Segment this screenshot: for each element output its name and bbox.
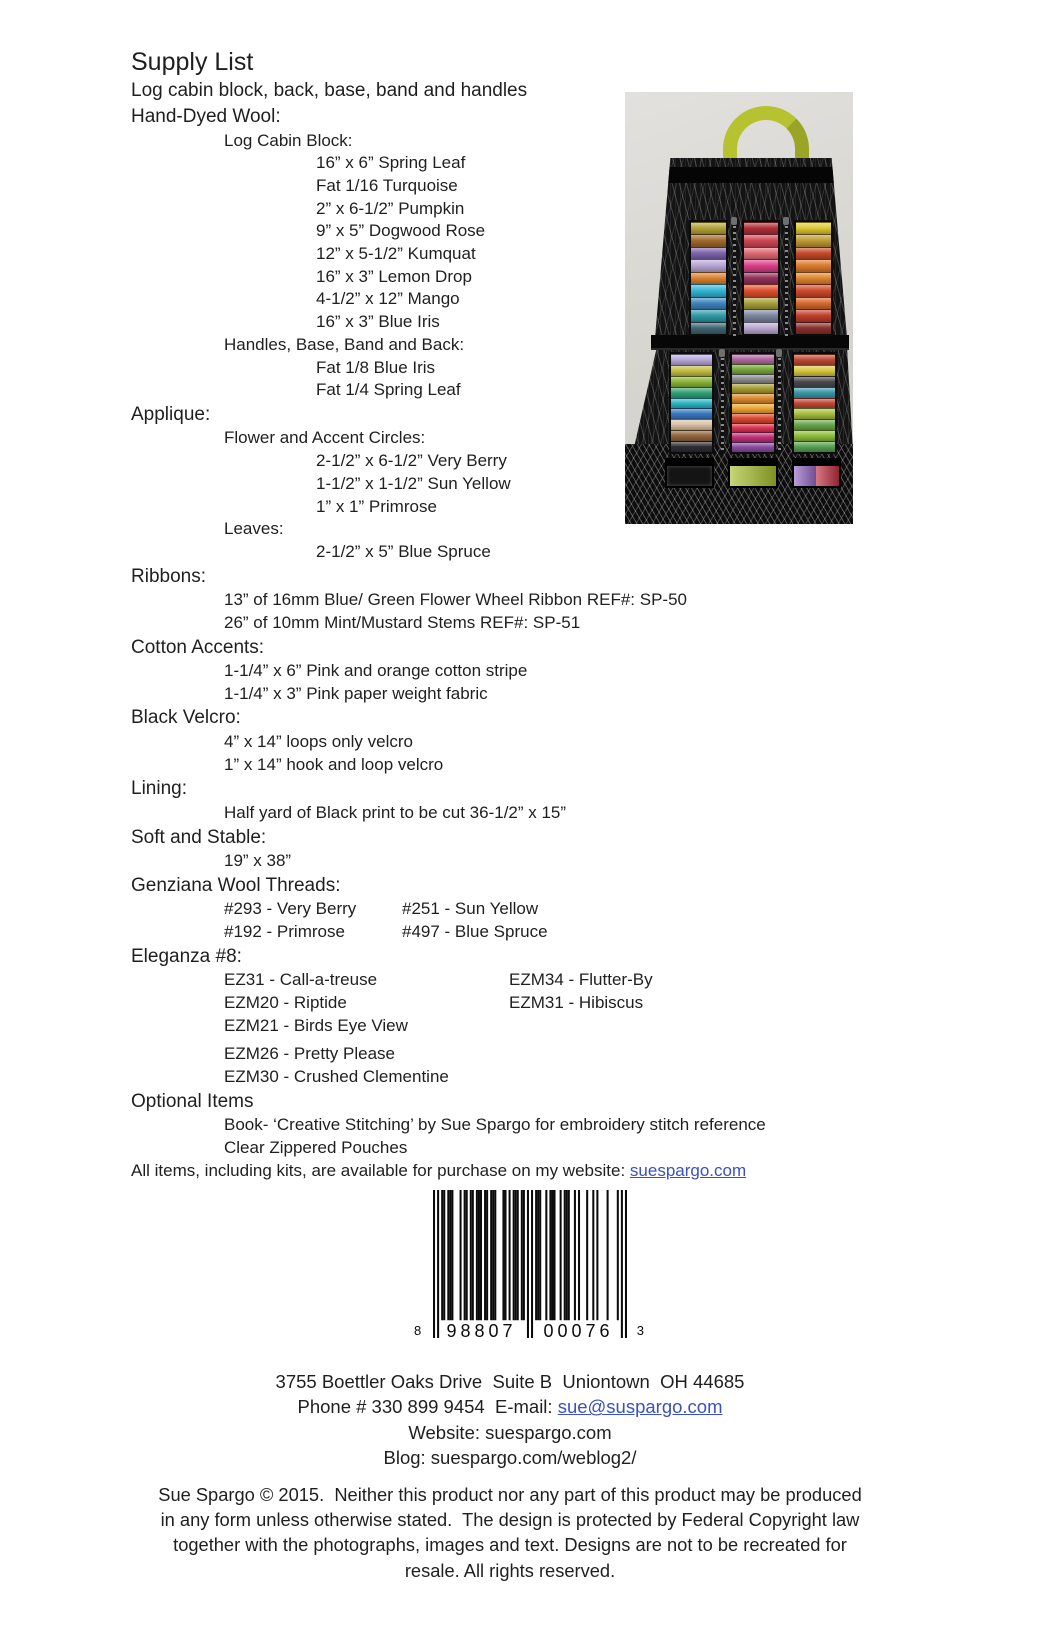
thread-pocket	[689, 220, 728, 336]
thread-spool	[744, 272, 779, 284]
supply-line: Log Cabin Block:	[224, 130, 353, 150]
case-hinge	[651, 335, 849, 350]
thread-spool	[794, 430, 835, 441]
thread-spool	[691, 284, 726, 296]
thread-spool	[796, 284, 831, 296]
phone-text: Phone # 330 899 9454 E-mail:	[297, 1396, 558, 1418]
thread-spool	[671, 354, 712, 365]
thread-spool	[671, 419, 712, 430]
supply-line: Fat 1/16 Turquoise	[316, 175, 458, 195]
velcro-strip	[665, 167, 837, 183]
thread-spool	[691, 222, 726, 234]
thread-spool	[796, 247, 831, 259]
supply-line-col: #192 - Primrose	[224, 921, 345, 941]
thread-spool	[744, 247, 779, 259]
thread-spool	[796, 259, 831, 271]
upc-barcode	[414, 1190, 644, 1341]
thread-spool	[671, 408, 712, 419]
thread-pocket	[792, 352, 837, 454]
thread-spool	[732, 403, 773, 413]
thread-spool	[671, 430, 712, 441]
supply-line-col: #497 - Blue Spruce	[402, 921, 548, 941]
thread-spool	[732, 354, 773, 364]
supply-line: 16” x 6” Spring Leaf	[316, 153, 466, 173]
thread-pocket	[742, 220, 781, 336]
supply-line: Optional Items	[131, 1090, 254, 1112]
small-pockets-row	[665, 458, 841, 488]
supply-line: 4-1/2” x 12” Mango	[316, 289, 460, 309]
website-link[interactable]: suespargo.com	[629, 1160, 747, 1180]
thread-spool	[816, 466, 839, 486]
supply-line: Fat 1/8 Blue Iris	[316, 357, 436, 377]
thread-spool	[794, 466, 817, 486]
supply-line: 9” x 5” Dogwood Rose	[316, 221, 486, 241]
email-link[interactable]: sue@suspargo.com	[557, 1396, 723, 1418]
thread-pocket	[794, 220, 833, 336]
supply-line-col: EZ31 - Call-a-treuse	[224, 970, 378, 990]
thread-spool	[691, 322, 726, 334]
thread-spool	[794, 354, 835, 365]
thread-pocket	[730, 352, 775, 454]
supply-line: EZM26 - Pretty Please	[224, 1044, 396, 1064]
copyright-line: Sue Spargo © 2015. Neither this product nor any part of this product may be produced	[158, 1484, 862, 1505]
thread-spool	[744, 284, 779, 296]
thread-spool	[794, 365, 835, 376]
thread-spool	[671, 441, 712, 452]
small-pocket	[792, 458, 841, 488]
thread-spool	[691, 297, 726, 309]
thread-spool	[794, 441, 835, 452]
supply-line: Handles, Base, Band and Back:	[224, 334, 465, 354]
thread-spool	[732, 374, 773, 384]
thread-spool	[744, 234, 779, 246]
supply-line: Clear Zippered Pouches	[224, 1137, 408, 1157]
copyright-line: in any form unless otherwise stated. The design is protected by Federal Copyright law	[160, 1509, 860, 1531]
supply-line	[224, 921, 831, 944]
thread-spool	[744, 322, 779, 334]
supply-line: Applique:	[131, 403, 211, 425]
zipper	[721, 352, 724, 454]
small-pocket	[665, 458, 714, 488]
copyright-line: resale. All rights reserved.	[404, 1559, 616, 1581]
supply-line: 26” of 10mm Mint/Mustard Stems REF#: SP-51	[224, 612, 581, 632]
supply-line: 1-1/4” x 6” Pink and orange cotton stripe	[224, 661, 528, 681]
supply-line: 2” x 6-1/2” Pumpkin	[316, 198, 465, 218]
thread-spool	[794, 376, 835, 387]
supply-line: 1-1/4” x 3” Pink paper weight fabric	[224, 683, 488, 703]
thread-spool	[732, 383, 773, 393]
address-line: 3755 Boettler Oaks Drive Suite B Uniontown OH 44685	[275, 1371, 745, 1392]
supply-line: 1-1/2” x 1-1/2” Sun Yellow	[316, 473, 511, 493]
supply-line: Lining:	[131, 778, 187, 800]
supply-line	[224, 898, 831, 921]
supply-line: Half yard of Black print to be cut 36-1/2” x 15”	[224, 802, 567, 822]
supply-line: 13” of 16mm Blue/ Green Flower Wheel Ribbon REF#: SP-50	[224, 590, 687, 610]
supply-line: Soft and Stable:	[131, 826, 267, 848]
thread-spool	[671, 387, 712, 398]
supply-line-col: EZM31 - Hibiscus	[509, 992, 644, 1012]
supply-line: 1” x 1” Primrose	[316, 496, 437, 516]
supply-line: Hand-Dyed Wool:	[131, 106, 281, 127]
copyright-line: together with the photographs, images and text. Designs are not to be recreated for	[173, 1534, 847, 1556]
thread-spool	[732, 432, 773, 442]
thread-pockets-top	[689, 220, 833, 336]
supply-line: Book- ‘Creative Stitching’ by Sue Spargo for embroidery stitch reference	[224, 1115, 766, 1135]
supply-list-intro: Log cabin block, back, base, band and handles	[131, 80, 528, 101]
thread-spool	[732, 364, 773, 374]
supply-line-col: EZM34 - Flutter-By	[509, 970, 653, 990]
contact-block	[0, 1369, 1020, 1471]
thread-spool	[796, 272, 831, 284]
zipper	[778, 352, 781, 454]
supply-line: 2-1/2” x 6-1/2” Very Berry	[316, 451, 507, 471]
thread-spool	[691, 272, 726, 284]
supply-line-col: EZM20 - Riptide	[224, 992, 347, 1012]
thread-spool	[744, 259, 779, 271]
zipper	[785, 220, 788, 336]
website-line: Website: suespargo.com	[408, 1421, 612, 1443]
supply-line: Leaves:	[224, 519, 284, 539]
supply-line: 16” x 3” Lemon Drop	[316, 266, 472, 286]
supply-line: EZM30 - Crushed Clementine	[224, 1067, 449, 1086]
thread-spool	[691, 309, 726, 321]
supply-line: Ribbons:	[131, 565, 206, 587]
supply-line: Genziana Wool Threads:	[131, 874, 341, 896]
supply-line: Cotton Accents:	[131, 636, 265, 658]
thread-spool	[796, 297, 831, 309]
barcode-digit-group2: 00076	[543, 1321, 614, 1341]
supply-line-col: #293 - Very Berry	[224, 899, 357, 919]
supply-line: 19” x 38”	[224, 851, 292, 871]
supply-line: Black Velcro:	[131, 707, 241, 729]
barcode-digit-right: 3	[636, 1323, 644, 1338]
thread-spool	[796, 322, 831, 334]
page-title: Supply List	[131, 48, 254, 76]
thread-spool	[671, 365, 712, 376]
copyright-notice	[70, 1482, 950, 1583]
thread-spool	[794, 387, 835, 398]
thread-pockets-bottom	[669, 352, 837, 454]
phone-email-line	[0, 1394, 1020, 1419]
supply-line: Eleganza #8:	[131, 945, 242, 967]
thread-spool	[691, 234, 726, 246]
thread-spool	[691, 247, 726, 259]
thread-spool	[794, 419, 835, 430]
case-handle	[723, 106, 809, 166]
thread-spool	[794, 398, 835, 409]
supply-line	[224, 969, 831, 992]
zipper	[733, 220, 736, 336]
thread-spool	[732, 413, 773, 423]
supply-line: 12” x 5-1/2” Kumquat	[316, 244, 476, 264]
thread-spool	[796, 234, 831, 246]
supply-line: 1” x 14” hook and loop velcro	[224, 754, 444, 774]
supply-line-col: #251 - Sun Yellow	[402, 899, 539, 919]
barcode-digit-left: 8	[414, 1323, 422, 1338]
blog-line: Blog: suespargo.com/weblog2/	[383, 1447, 637, 1469]
thread-spool	[796, 309, 831, 321]
supply-line: 4” x 14” loops only velcro	[224, 731, 413, 751]
supply-line: EZM21 - Birds Eye View	[224, 1015, 408, 1035]
barcode-bars	[433, 1190, 627, 1338]
barcode-digit-group1: 98807	[446, 1321, 517, 1341]
thread-spool	[671, 398, 712, 409]
thread-spool	[794, 408, 835, 419]
thread-spool	[796, 222, 831, 234]
thread-spool	[744, 297, 779, 309]
thread-spool	[744, 222, 779, 234]
supply-line	[224, 992, 831, 1015]
availability-text: All items, including kits, are available for purchase on my website:	[131, 1160, 630, 1180]
thread-spool	[732, 423, 773, 433]
small-pocket	[728, 458, 777, 488]
availability-note	[131, 1160, 831, 1183]
thread-spool	[744, 309, 779, 321]
thread-pocket	[669, 352, 714, 454]
thread-spool	[732, 442, 773, 452]
supply-line: 2-1/2” x 5” Blue Spruce	[316, 541, 491, 561]
thread-spool	[691, 259, 726, 271]
thread-spool	[671, 376, 712, 387]
supply-line: 16” x 3” Blue Iris	[316, 312, 440, 332]
product-photo	[625, 92, 853, 524]
supply-line: Fat 1/4 Spring Leaf	[316, 380, 461, 400]
thread-spool	[730, 466, 775, 486]
thread-spool	[732, 393, 773, 403]
supply-line: Flower and Accent Circles:	[224, 428, 426, 448]
